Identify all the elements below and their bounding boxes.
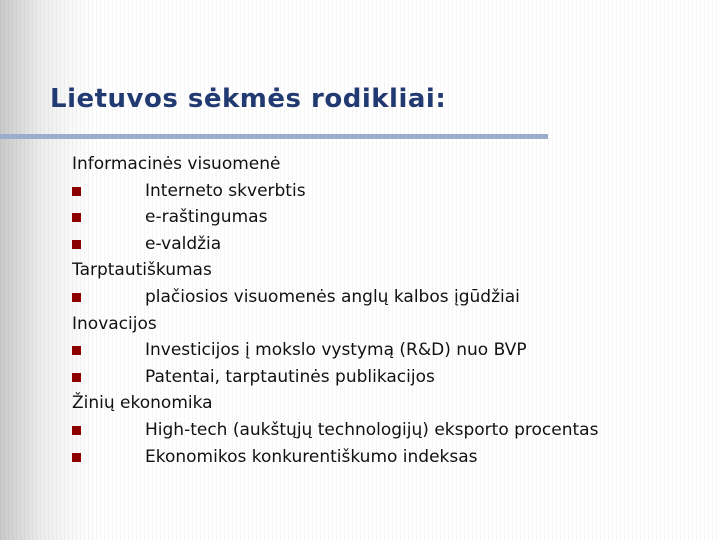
square-bullet-icon <box>72 426 81 435</box>
list-item <box>72 337 712 364</box>
list-item <box>72 231 712 258</box>
list-item-text: plačiosios visuomenės anglų kalbos įgūdžiai <box>145 286 520 307</box>
square-bullet-icon <box>72 373 81 382</box>
list-item-text: Investicijos į mokslo vystymą (R&D) nuo BVP <box>145 340 527 361</box>
list-item <box>72 417 712 444</box>
section-heading: Tarptautiškumas <box>72 260 212 281</box>
square-bullet-icon <box>72 346 81 355</box>
square-bullet-icon <box>72 240 81 249</box>
square-bullet-icon <box>72 293 81 302</box>
list-item <box>72 444 712 471</box>
section-heading: Informacinės visuomenė <box>72 154 281 174</box>
title-underline <box>0 134 548 139</box>
square-bullet-icon <box>72 453 81 462</box>
square-bullet-icon <box>72 187 81 196</box>
list-item-text: e-raštingumas <box>145 207 268 228</box>
list-item <box>72 284 712 311</box>
list-item-text: e-valdžia <box>145 233 222 254</box>
slide-content <box>72 151 712 470</box>
list-item-text: Interneto skverbtis <box>145 180 306 201</box>
list-item-text: Ekonomikos konkurentiškumo indeksas <box>145 446 478 467</box>
list-item-text: Patentai, tarptautinės publikacijos <box>145 366 435 387</box>
list-item <box>72 204 712 231</box>
list-item <box>72 364 712 391</box>
list-item <box>72 178 712 205</box>
section-heading: Inovacijos <box>72 313 157 334</box>
slide-title: Lietuvos sėkmės rodikliai: <box>50 84 447 114</box>
list-item-text: High-tech (aukštųjų technologijų) eksporto procentas <box>145 419 599 440</box>
section-heading: Žinių ekonomika <box>72 393 213 414</box>
square-bullet-icon <box>72 213 81 222</box>
